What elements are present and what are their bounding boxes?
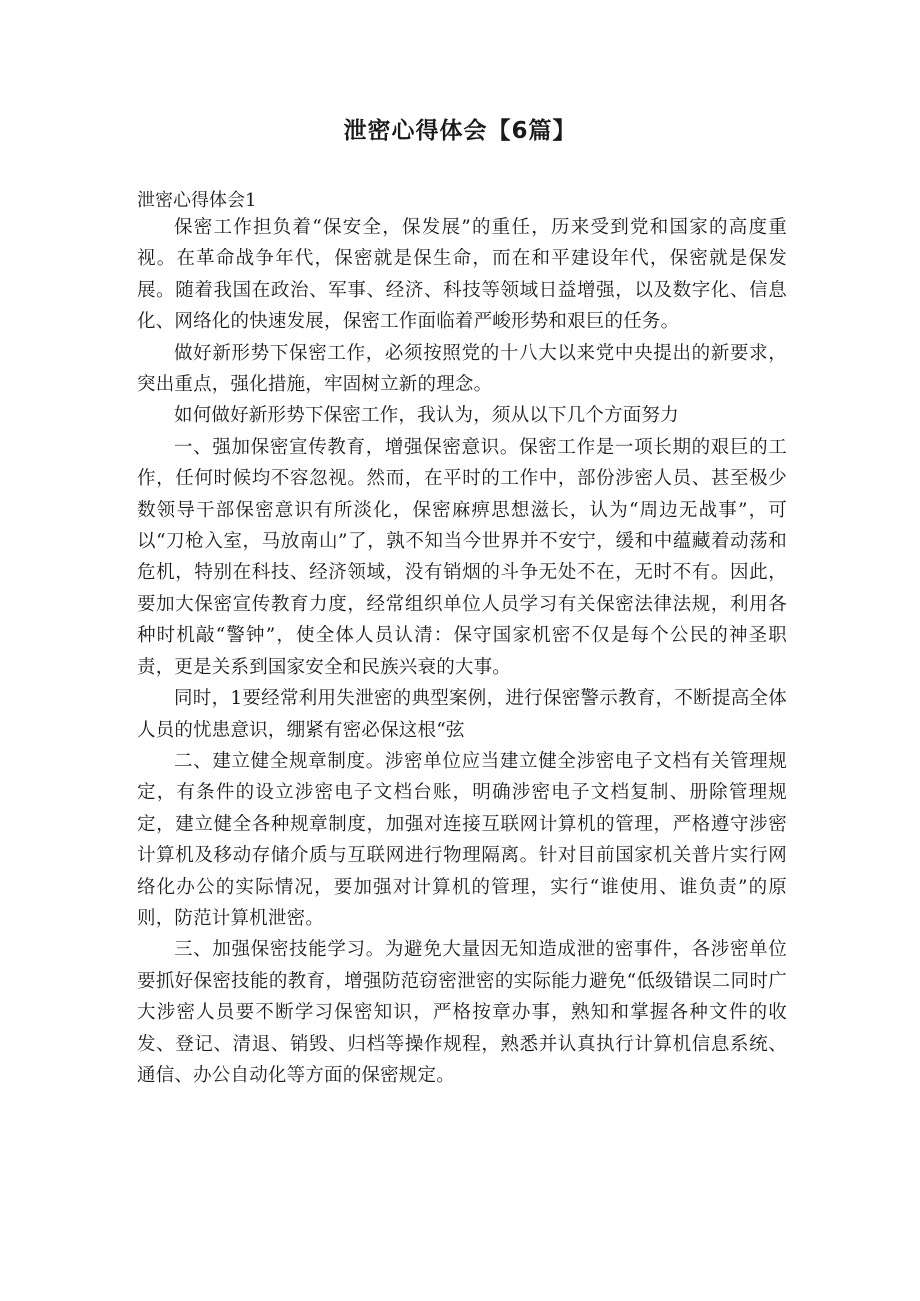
paragraph-intro: 保密工作担负着“保安全，保发展”的重任，历来受到党和国家的高度重视。在革命战争年代，保密就是保生命，而在和平建设年代，保密就是保发展。随着我国在政治、军事、经济、科技等领域日益增强，以及数字化、信息化、网络化的快速发展，保密工作面临着严峻形势和艰巨的任务。 bbox=[137, 217, 787, 333]
document-title: 泄密心得体会【6篇】 bbox=[343, 118, 577, 144]
section-heading: 泄密心得体会1 bbox=[137, 190, 257, 211]
paragraph-how-to: 如何做好新形势下保密工作，我认为，须从以下几个方面努力 bbox=[174, 405, 679, 427]
paragraph-point-1: 一、强加保密宣传教育，增强保密意识。保密工作是一项长期的艰巨的工作，任何时候均不容忽视。然而，在平时的工作中，部份涉密人员、甚至极少数领导干部保密意识有所淡化，保密麻痹思想滋长，认为“周边无战事”，可以“刀枪入室，马放南山”了，孰不知当今世界并不安宁，缓和中蕴藏着动荡和危机，特别在科技、经济领域，没有销烟的斗争无处不在，无时不有。因此，要加大保密宣传教育力度，经常组织单位人员学习有关保密法律法规，利用各种时机敲“警钟”，使全体人员认清：保守国家机密不仅是每个公民的神圣职责，更是关系到国家安全和民族兴衰的大事。 bbox=[137, 436, 787, 678]
paragraph-point-2: 二、建立健全规章制度。涉密单位应当建立健全涉密电子文档有关管理规定，有条件的设立涉密电子文档台账，明确涉密电子文档复制、册除管理规定，建立健全各种规章制度，加强对连接互联网计算机的管理，严格遵守涉密计算机及移动存储介质与互联网进行物理隔离。针对目前国家机关普片实行网络化办公的实际情况，要加强对计算机的管理，实行“谁使用、谁负责”的原则，防范计算机泄密。 bbox=[137, 750, 787, 929]
paragraph-warning-education: 同时，1要经常利用失泄密的典型案例，进行保密警示教育，不断提高全体人员的忧患意识，绷紧有密必保这根“弦 bbox=[137, 688, 787, 741]
paragraph-point-3: 三、加强保密技能学习。为避免大量因无知造成泄的密事件，各涉密单位要抓好保密技能的教育，增强防范窃密泄密的实际能力避免“低级错误二同时广大涉密人员要不断学习保密知识，严格按章办事，熟知和掌握各种文件的收发、登记、清退、销毁、归档等操作规程，熟悉并认真执行计算机信息系统、通信、办公自动化等方面的保密规定。 bbox=[137, 939, 787, 1086]
paragraph-new-requirements: 做好新形势下保密工作，必须按照党的十八大以来党中央提出的新要求，突出重点，强化措施，牢固树立新的理念。 bbox=[137, 342, 787, 396]
document-body bbox=[137, 212, 787, 1091]
